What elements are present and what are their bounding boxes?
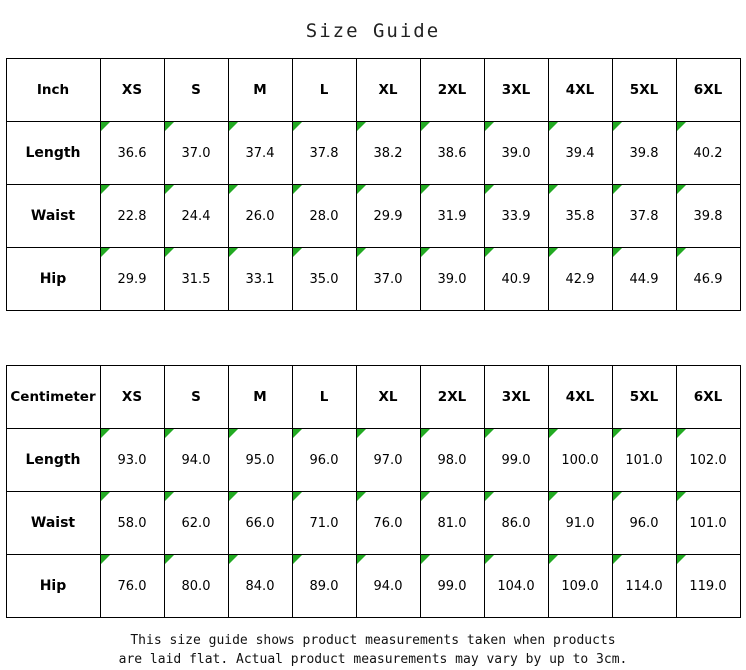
measurement-cell: 101.0 <box>676 492 740 555</box>
measurement-cell: 37.0 <box>356 248 420 311</box>
table-header-row <box>6 59 740 122</box>
table-spacer <box>0 311 746 365</box>
size-header: XS <box>100 59 164 122</box>
measurement-cell: 89.0 <box>292 555 356 618</box>
measurement-cell: 33.9 <box>484 185 548 248</box>
size-header: M <box>228 59 292 122</box>
size-header: 6XL <box>676 366 740 429</box>
row-label: Hip <box>6 555 100 618</box>
size-header: 2XL <box>420 366 484 429</box>
measurement-cell: 29.9 <box>356 185 420 248</box>
measurement-cell: 37.4 <box>228 122 292 185</box>
row-label: Waist <box>6 492 100 555</box>
size-header: 5XL <box>612 59 676 122</box>
row-label: Length <box>6 122 100 185</box>
measurement-cell: 36.6 <box>100 122 164 185</box>
size-table-inch <box>6 58 741 311</box>
measurement-cell: 81.0 <box>420 492 484 555</box>
measurement-cell: 80.0 <box>164 555 228 618</box>
measurement-cell: 95.0 <box>228 429 292 492</box>
measurement-cell: 31.9 <box>420 185 484 248</box>
table-row <box>6 555 740 618</box>
size-header: 4XL <box>548 366 612 429</box>
measurement-cell: 109.0 <box>548 555 612 618</box>
measurement-cell: 40.2 <box>676 122 740 185</box>
measurement-cell: 76.0 <box>356 492 420 555</box>
measurement-cell: 119.0 <box>676 555 740 618</box>
size-header: 3XL <box>484 59 548 122</box>
size-header: 5XL <box>612 366 676 429</box>
measurement-cell: 35.0 <box>292 248 356 311</box>
table-header-row <box>6 366 740 429</box>
measurement-cell: 39.8 <box>612 122 676 185</box>
size-header: 6XL <box>676 59 740 122</box>
measurement-cell: 62.0 <box>164 492 228 555</box>
measurement-cell: 33.1 <box>228 248 292 311</box>
measurement-cell: 76.0 <box>100 555 164 618</box>
measurement-cell: 97.0 <box>356 429 420 492</box>
measurement-cell: 39.8 <box>676 185 740 248</box>
measurement-cell: 24.4 <box>164 185 228 248</box>
measurement-cell: 93.0 <box>100 429 164 492</box>
measurement-cell: 99.0 <box>420 555 484 618</box>
measurement-cell: 31.5 <box>164 248 228 311</box>
measurement-cell: 84.0 <box>228 555 292 618</box>
measurement-cell: 86.0 <box>484 492 548 555</box>
row-label: Length <box>6 429 100 492</box>
measurement-cell: 96.0 <box>612 492 676 555</box>
measurement-cell: 39.0 <box>484 122 548 185</box>
size-header: L <box>292 59 356 122</box>
size-header: S <box>164 59 228 122</box>
measurement-cell: 98.0 <box>420 429 484 492</box>
measurement-cell: 94.0 <box>356 555 420 618</box>
size-header: XL <box>356 59 420 122</box>
table-row <box>6 248 740 311</box>
table-row <box>6 429 740 492</box>
measurement-cell: 37.8 <box>612 185 676 248</box>
measurement-cell: 22.8 <box>100 185 164 248</box>
measurement-cell: 99.0 <box>484 429 548 492</box>
table-row <box>6 492 740 555</box>
unit-label: Centimeter <box>6 366 100 429</box>
size-header: 2XL <box>420 59 484 122</box>
measurement-cell: 100.0 <box>548 429 612 492</box>
measurement-cell: 38.6 <box>420 122 484 185</box>
measurement-cell: 102.0 <box>676 429 740 492</box>
row-label: Waist <box>6 185 100 248</box>
size-table-centimeter <box>6 365 741 618</box>
note-line-2: are laid flat. Actual product measurements may vary by up to 3cm. <box>118 651 628 667</box>
table-row <box>6 185 740 248</box>
note-line-1: This size guide shows product measurements taken when products <box>130 633 616 648</box>
size-guide-note <box>0 618 746 670</box>
measurement-cell: 26.0 <box>228 185 292 248</box>
measurement-cell: 94.0 <box>164 429 228 492</box>
measurement-cell: 101.0 <box>612 429 676 492</box>
measurement-cell: 66.0 <box>228 492 292 555</box>
size-header: 4XL <box>548 59 612 122</box>
measurement-cell: 39.4 <box>548 122 612 185</box>
measurement-cell: 37.0 <box>164 122 228 185</box>
measurement-cell: 91.0 <box>548 492 612 555</box>
measurement-cell: 40.9 <box>484 248 548 311</box>
measurement-cell: 114.0 <box>612 555 676 618</box>
measurement-cell: 29.9 <box>100 248 164 311</box>
size-header: XL <box>356 366 420 429</box>
measurement-cell: 37.8 <box>292 122 356 185</box>
measurement-cell: 58.0 <box>100 492 164 555</box>
table-row <box>6 122 740 185</box>
size-header: L <box>292 366 356 429</box>
size-header: S <box>164 366 228 429</box>
measurement-cell: 44.9 <box>612 248 676 311</box>
unit-label: Inch <box>6 59 100 122</box>
measurement-cell: 38.2 <box>356 122 420 185</box>
page-title: Size Guide <box>305 20 441 42</box>
measurement-cell: 39.0 <box>420 248 484 311</box>
size-header: XS <box>100 366 164 429</box>
size-header: 3XL <box>484 366 548 429</box>
measurement-cell: 71.0 <box>292 492 356 555</box>
row-label: Hip <box>6 248 100 311</box>
measurement-cell: 96.0 <box>292 429 356 492</box>
measurement-cell: 46.9 <box>676 248 740 311</box>
measurement-cell: 104.0 <box>484 555 548 618</box>
size-header: M <box>228 366 292 429</box>
measurement-cell: 28.0 <box>292 185 356 248</box>
measurement-cell: 42.9 <box>548 248 612 311</box>
measurement-cell: 35.8 <box>548 185 612 248</box>
